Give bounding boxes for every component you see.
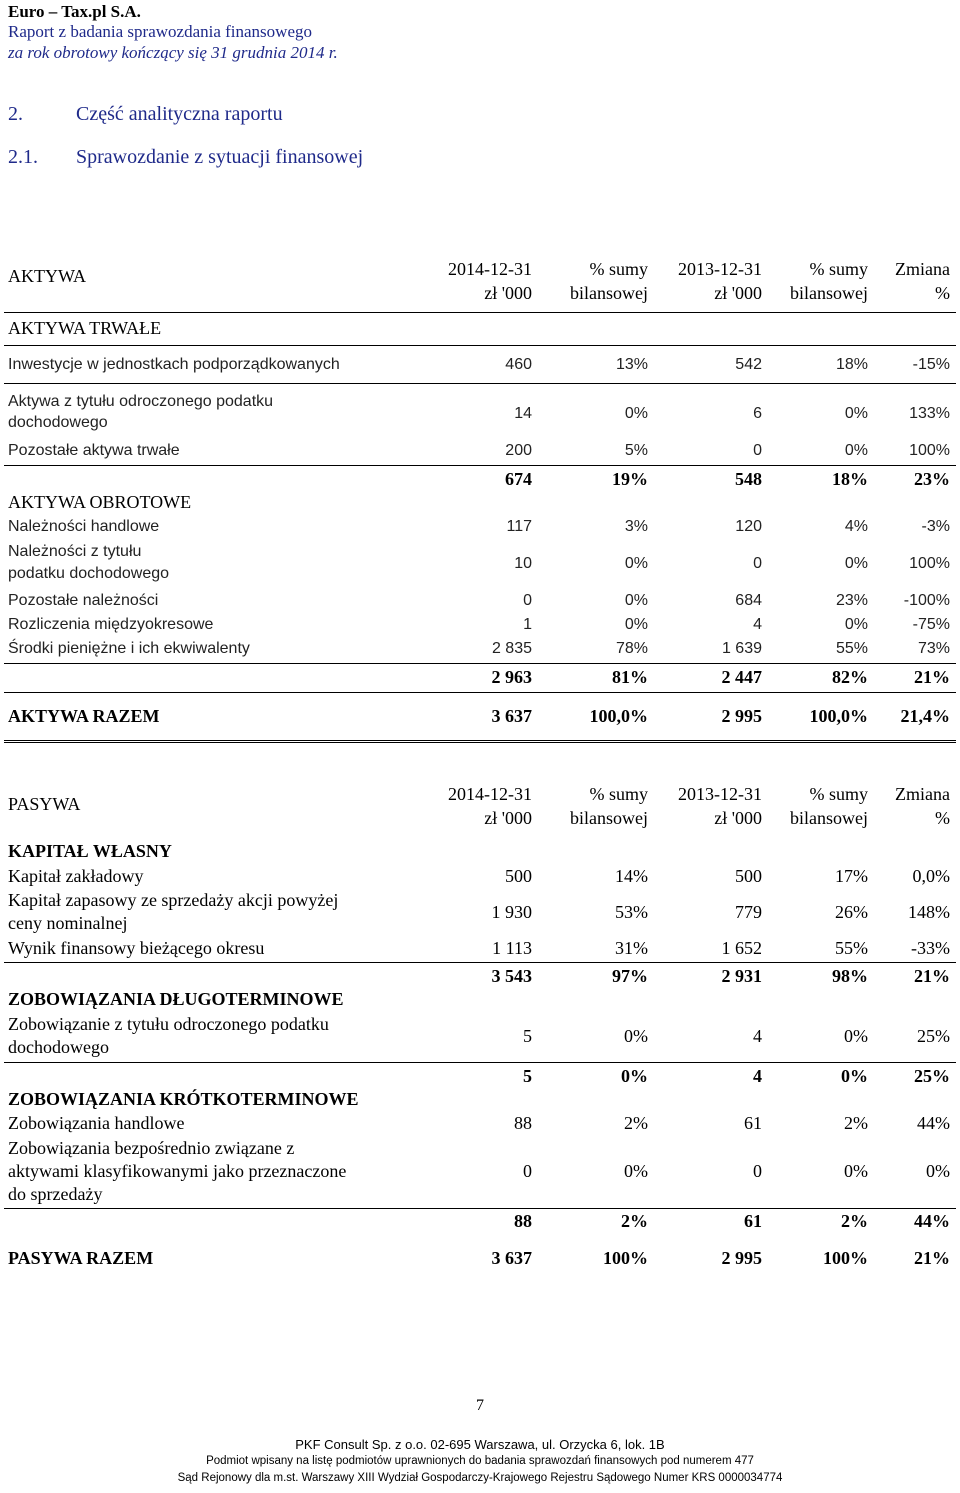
cell-2014: 117 [506,518,532,535]
table-row [8,1113,950,1135]
cell-2014: 500 [505,866,532,886]
equity-title: KAPITAŁ WŁASNY [8,841,172,861]
cell-share-2014: 97% [612,966,648,986]
cell-2014: 2 835 [491,640,532,657]
cell-change: -100% [903,592,950,609]
cell-share-2013: 0% [844,1161,868,1181]
col-share-sub: bilansowej [790,808,868,828]
section-title: Część analityczna raportu [76,103,283,125]
col-share-label: % sumy [809,784,868,804]
cell-2013: 4 [753,1066,762,1086]
cell-2014: 200 [505,442,532,459]
cell-2013: 2 931 [721,966,762,986]
long-term-title: ZOBOWIĄZANIA DŁUGOTERMINOWE [8,989,344,1009]
cell-2014: 1 930 [491,902,532,922]
cell-share-2014: 2% [621,1211,648,1231]
cell-2013: 2 447 [721,667,762,687]
divider [4,345,956,346]
subtotal-row [8,966,950,988]
cell-share-2013: 2% [844,1113,868,1133]
row-label: Rozliczenia międzyokresowe [8,616,214,633]
table-row [8,938,950,960]
col-share-label: % sumy [809,259,868,279]
cell-2013: 6 [753,405,762,422]
cell-share-2014: 2% [624,1113,648,1133]
divider [4,962,956,963]
report-title: Raport z badania sprawozdania finansowego [8,22,312,41]
cell-share-2013: 0% [844,555,868,572]
cell-2013: 0 [753,442,762,459]
cell-2013: 0 [753,1161,762,1181]
cell-change: -33% [911,938,950,958]
row-label-cont: do sprzedaży [8,1184,103,1204]
footer-court: Sąd Rejonowy dla m.st. Warszawy XIII Wydział Gospodarczy-Krajowego Rejestru Sądowego Numer KRS 0000034774 [177,1472,783,1484]
col-share-sub: bilansowej [570,283,648,303]
cell-2013: 2 995 [721,1248,762,1268]
divider [4,1062,956,1063]
cell-share-2014: 0% [624,1161,648,1181]
cell-share-2014: 0% [621,1066,648,1086]
row-label: Należności z tytułu [8,543,142,560]
col-2014-header [448,257,532,305]
cell-share-2013: 18% [835,356,868,373]
cell-change: 21% [914,966,950,986]
cell-share-2014: 0% [624,555,648,572]
col-change-header [895,257,950,305]
table-row [8,1138,950,1208]
col-share-2013-header [790,782,868,830]
table-row [8,866,950,888]
cell-share-2013: 55% [835,640,868,657]
cell-2014: 88 [514,1113,532,1133]
row-label: Kapitał zapasowy ze sprzedaży akcji powyżej [8,890,339,910]
subsection-title: Sprawozdanie z sytuacji finansowej [76,146,364,168]
cell-2013: 1 639 [721,640,762,657]
cell-share-2014: 14% [615,866,648,886]
cell-change: 148% [908,902,950,922]
footer-address: PKF Consult Sp. z o.o. 02-695 Warszawa, ul. Orzycka 6, lok. 1B [295,1437,665,1452]
col-2013-header [678,257,762,305]
row-label: Inwestycje w jednostkach podporządkowanych [8,356,340,373]
cell-2014: 674 [505,469,532,489]
col-change-sub: % [935,808,950,828]
divider [4,312,956,313]
cell-2013: 500 [735,866,762,886]
col-share-2013-header [790,257,868,305]
table-row [8,592,950,614]
col-2013-unit: zł '000 [714,808,762,828]
cell-share-2013: 0% [844,1026,868,1046]
table-row [8,543,950,587]
table-row [8,640,950,662]
divider [4,1208,956,1209]
fixed-assets-title: AKTYWA TRWAŁE [8,318,162,338]
cell-2014: 3 637 [491,1248,532,1268]
cell-share-2013: 0% [844,442,868,459]
subtotal-row [8,469,950,491]
row-label: Należności handlowe [8,518,160,535]
cell-2014: 5 [523,1066,532,1086]
cell-change: 0% [926,1161,950,1181]
cell-share-2013: 82% [832,667,868,687]
row-label: Zobowiązanie z tytułu odroczonego podatku [8,1014,329,1034]
cell-share-2014: 0% [624,616,648,633]
page-number: 7 [476,1397,484,1414]
cell-share-2014: 81% [612,667,648,687]
cell-share-2013: 23% [835,592,868,609]
col-change-label: Zmiana [895,784,950,804]
cell-2014: 88 [514,1211,532,1231]
cell-2013: 61 [744,1211,762,1231]
cell-share-2014: 13% [615,356,648,373]
row-label: Pozostałe należności [8,592,159,609]
divider [4,663,956,664]
col-2014-unit: zł '000 [484,808,532,828]
row-label: Kapitał zakładowy [8,866,144,886]
row-label: Zobowiązania bezpośrednio związane z [8,1138,295,1158]
cell-2014: 3 637 [491,706,532,726]
cell-2013: 61 [744,1113,762,1133]
cell-change: 25% [914,1066,950,1086]
cell-2014: 3 543 [491,966,532,986]
cell-2013: 548 [735,469,762,489]
cell-share-2013: 26% [835,902,868,922]
cell-share-2014: 0% [624,592,648,609]
footer-registration: Podmiot wpisany na listę podmiotów uprawnionych do badania sprawozdań finansowych pod numerem 477 [206,1455,754,1467]
cell-change: 21,4% [900,706,950,726]
table-row [8,356,950,378]
cell-share-2013: 0% [841,1066,868,1086]
cell-2014: 1 [523,616,532,633]
cell-change: 73% [917,640,950,657]
subtotal-row [8,667,950,689]
col-2013-date: 2013-12-31 [678,259,762,279]
cell-2014: 1 113 [492,938,532,958]
company-name: Euro – Tax.pl S.A. [8,2,141,21]
divider [4,692,956,693]
liabilities-title: PASYWA [8,794,81,814]
cell-share-2014: 78% [615,640,648,657]
total-row [8,706,950,728]
cell-change: 100% [909,555,950,572]
total-label: PASYWA RAZEM [8,1248,154,1268]
col-2013-date: 2013-12-31 [678,784,762,804]
cell-2014: 0 [523,592,532,609]
cell-share-2013: 4% [844,518,868,535]
row-label-cont: dochodowego [8,414,108,431]
cell-share-2014: 3% [624,518,648,535]
cell-share-2014: 0% [624,1026,648,1046]
cell-change: -75% [912,616,950,633]
cell-share-2013: 100,0% [809,706,868,726]
cell-2013: 684 [735,592,762,609]
col-share-sub: bilansowej [570,808,648,828]
cell-2014: 460 [505,356,532,373]
cell-share-2013: 17% [835,866,868,886]
col-2014-date: 2014-12-31 [448,784,532,804]
report-period: za rok obrotowy kończący się 31 grudnia 2014 r. [8,43,338,62]
col-change-header [895,782,950,830]
cell-change: 44% [917,1113,950,1133]
cell-share-2014: 0% [624,405,648,422]
row-label-cont: podatku dochodowego [8,565,170,582]
col-2014-date: 2014-12-31 [448,259,532,279]
subtotal-row [8,1066,950,1088]
row-label: Zobowiązania handlowe [8,1113,185,1133]
cell-2013: 779 [735,902,762,922]
row-label: Środki pieniężne i ich ekwiwalenty [8,640,250,657]
cell-change: -15% [912,356,950,373]
table-row [8,442,950,464]
cell-share-2014: 53% [615,902,648,922]
assets-title: AKTYWA [8,266,86,286]
cell-share-2013: 55% [835,938,868,958]
table-row [8,518,950,540]
row-label: Aktywa z tytułu odroczonego podatku [8,393,274,410]
col-2014-header [448,782,532,830]
cell-share-2014: 5% [624,442,648,459]
cell-share-2013: 2% [841,1211,868,1231]
row-label-cont: dochodowego [8,1037,109,1057]
col-share-label: % sumy [589,259,648,279]
cell-share-2013: 100% [823,1248,868,1268]
cell-share-2013: 0% [844,616,868,633]
col-share-2014-header [570,782,648,830]
col-2013-header [678,782,762,830]
row-label-cont: ceny nominalnej [8,913,128,933]
divider [4,383,956,384]
row-label: Pozostałe aktywa trwałe [8,442,180,459]
cell-share-2014: 100,0% [589,706,648,726]
divider [4,465,956,466]
cell-2013: 1 652 [721,938,762,958]
cell-change: 21% [914,1248,950,1268]
cell-change: 44% [914,1211,950,1231]
double-divider [4,740,956,743]
cell-2013: 4 [753,616,762,633]
row-label-cont: aktywami klasyfikowanymi jako przeznaczone [8,1161,347,1181]
cell-2014: 5 [523,1026,532,1046]
current-assets-title: AKTYWA OBROTOWE [8,492,192,512]
col-share-sub: bilansowej [790,283,868,303]
table-row [8,890,950,936]
cell-change: 133% [909,405,950,422]
row-label: Wynik finansowy bieżącego okresu [8,938,265,958]
cell-2014: 2 963 [491,667,532,687]
table-row [8,616,950,638]
cell-change: 100% [909,442,950,459]
table-row [8,1014,950,1060]
cell-change: 0,0% [912,866,950,886]
cell-change: -3% [921,518,950,535]
table-row [8,393,950,437]
cell-share-2014: 19% [612,469,648,489]
total-label: AKTYWA RAZEM [8,706,160,726]
cell-2013: 2 995 [721,706,762,726]
cell-share-2013: 98% [832,966,868,986]
cell-2013: 120 [735,518,762,535]
cell-share-2013: 18% [832,469,868,489]
col-share-2014-header [570,257,648,305]
col-change-sub: % [935,283,950,303]
subsection-number: 2.1. [8,146,38,168]
section-number: 2. [8,103,23,125]
col-change-label: Zmiana [895,259,950,279]
cell-2014: 10 [514,555,532,572]
cell-share-2013: 0% [844,405,868,422]
cell-change: 25% [917,1026,950,1046]
short-term-title: ZOBOWIĄZANIA KRÓTKOTERMINOWE [8,1089,359,1109]
cell-2013: 542 [735,356,762,373]
cell-change: 21% [914,667,950,687]
col-share-label: % sumy [589,784,648,804]
cell-share-2014: 31% [615,938,648,958]
cell-2014: 0 [523,1161,532,1181]
cell-share-2014: 100% [603,1248,648,1268]
cell-2014: 14 [514,405,532,422]
cell-2013: 0 [753,555,762,572]
col-2014-unit: zł '000 [484,283,532,303]
total-row [8,1248,950,1270]
cell-change: 23% [914,469,950,489]
cell-2013: 4 [753,1026,762,1046]
col-2013-unit: zł '000 [714,283,762,303]
subtotal-row [8,1211,950,1233]
